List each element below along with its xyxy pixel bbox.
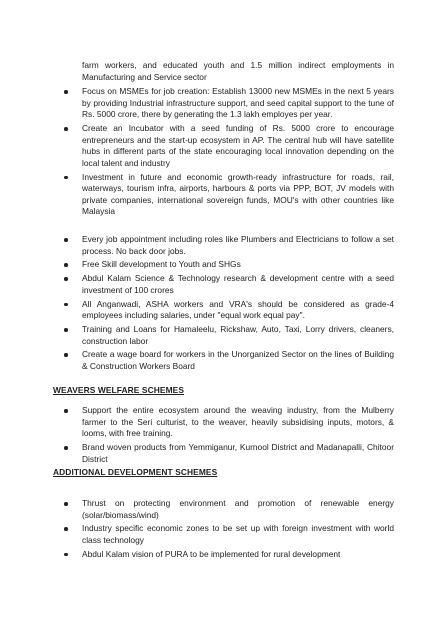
bullet-icon	[64, 446, 68, 450]
bullet-icon	[64, 328, 68, 332]
bullet-icon	[64, 238, 68, 242]
list-item	[0, 405, 448, 440]
bullet-icon	[64, 127, 68, 131]
list-item	[0, 259, 448, 271]
list-item	[0, 172, 448, 218]
list-item-text: Create a wage board for workers in the Unorganized Sector on the lines of Building & Construction Workers Board	[82, 349, 394, 371]
list-item-text: All Anganwadi, ASHA workers and VRA's should be considered as grade-4 employees including salaries, under "equal work equal pay".	[82, 298, 394, 321]
bullet-icon	[64, 90, 68, 94]
list-item-text: Industry specific economic zones to be set up with foreign investment with world class technology	[82, 523, 394, 545]
list-item-text: Free Skill development to Youth and SHGs	[82, 259, 241, 270]
list-item	[0, 273, 448, 296]
weavers-list	[0, 405, 448, 465]
continuation-paragraph: farm workers, and educated youth and 1.5 million indirect employments in Manufacturing and Service sector	[82, 60, 394, 82]
list-item	[0, 498, 448, 521]
list-item-text: Abdul Kalam Science & Technology research & development centre with a seed investment of 100 crores	[82, 273, 394, 295]
list-item	[0, 549, 448, 561]
list-item-text: Training and Loans for Hamaleelu, Rickshaw, Auto, Taxi, Lorry drivers, cleaners, construction labor	[82, 323, 394, 346]
list-item-text: Support the entire ecosystem around the weaving industry, from the Mulberry farmer to the Seri culturist, to the weaver, heavily subsidising inputs, motors, & looms, with free training.	[82, 405, 394, 439]
list-item-text: Abdul Kalam vision of PURA to be implemented for rural development	[82, 548, 341, 559]
list-item	[0, 523, 448, 546]
employment-list-a	[0, 86, 448, 218]
bullet-icon	[64, 303, 68, 307]
employment-list-b-block	[0, 234, 448, 375]
list-item-text: Focus on MSMEs for job creation: Establish 13000 new MSMEs in the next 5 years by providing Industrial infrastructure support, and seed capital support to the tune of Rs. 5000 crore, there by generating the 1.3 lakh employes per year.	[82, 86, 394, 120]
list-item	[0, 234, 448, 257]
list-item	[0, 349, 448, 372]
bullet-icon	[64, 263, 68, 267]
employment-list-a-block	[0, 86, 448, 220]
list-item	[0, 442, 448, 465]
bullet-icon	[64, 277, 68, 281]
list-item-text: Create an Incubator with a seed funding of Rs. 5000 crore to encourage entrepreneurs and the start-up ecosystem in AP. The central hub will have satellite hubs in different parts of the state encouraging local innovation depending on the local talent and industry	[82, 122, 394, 168]
bullet-icon	[64, 176, 68, 180]
weavers-heading: WEAVERS WELFARE SCHEMES	[53, 385, 185, 395]
list-item-text: Thrust on protecting environment and promotion of renewable energy (solar/biomass/wind)	[82, 498, 394, 520]
bullet-icon	[64, 502, 68, 506]
bullet-icon	[64, 553, 68, 557]
bullet-icon	[64, 353, 68, 357]
additional-list-block	[0, 498, 448, 563]
additional-list	[0, 498, 448, 560]
bullet-icon	[64, 527, 68, 531]
additional-heading: ADDITIONAL DEVELOPMENT SCHEMES	[53, 467, 218, 477]
bullet-icon	[64, 409, 68, 413]
weavers-list-block	[0, 405, 448, 467]
list-item-text: Investment in future and economic growth-ready infrastructure for roads, rail, waterways, tourism infra, airports, harbours & ports via PPP, BOT, JV models with private companies, international sovereign funds, MOU's with other countries like Malaysia	[82, 171, 394, 217]
list-item	[0, 86, 448, 121]
list-item	[0, 123, 448, 169]
list-item-text: Brand woven products from Yemmiganur, Kurnool District and Madanapalli, Chitoor District	[82, 441, 394, 464]
employment-list-b	[0, 234, 448, 372]
list-item	[0, 299, 448, 322]
continuation-block	[0, 60, 448, 83]
list-item-text: Every job appointment including roles like Plumbers and Electricians to follow a set process. No back door jobs.	[82, 234, 394, 256]
list-item	[0, 324, 448, 347]
